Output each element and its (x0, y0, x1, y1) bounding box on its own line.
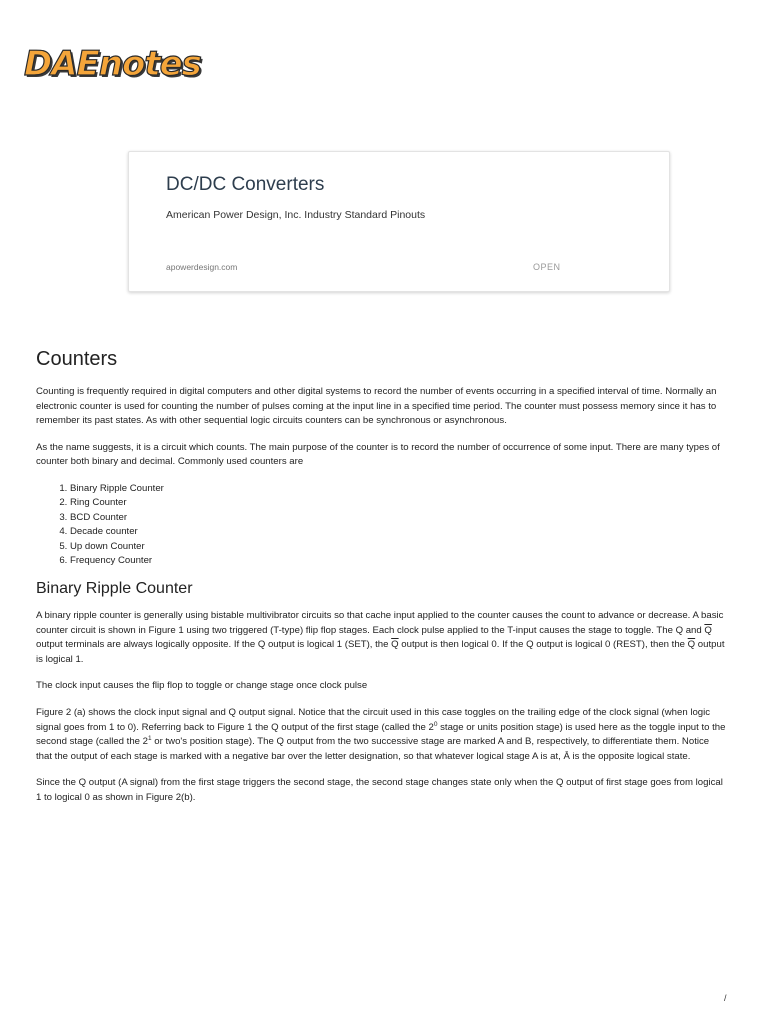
text-segment: A binary ripple counter is generally using bistable multivibrator circuits so that cache input applied to the counter causes the count to advance or decrease. A basic counter circuit is shown in Figure 1 using two triggered (T-type) flip flop stages. Each clock pulse applied to the T-input causes the stage to toggle. The Q and (36, 609, 724, 636)
brc-paragraph-1 (36, 609, 726, 667)
q-bar-symbol: $\overline{Q}$ (687, 639, 696, 651)
text-segment: or two's position stage). The Q output from the two successive stage are marked A and B, respectively, to differentiate them. Notice that the output of each stage is marked with a negative bar over the letter designation, so that whatever logical stage A is at, Ā is the opposite logical state. (36, 736, 710, 762)
ad-subtitle: American Power Design, Inc. Industry Standard Pinouts (166, 209, 426, 221)
article-heading: Counters (36, 348, 118, 370)
list-item: 3. BCD Counter (70, 511, 726, 526)
list-item: 6. Frequency Counter (70, 554, 726, 569)
site-logo[interactable]: DAEnotes (24, 44, 201, 84)
list-item: 4. Decade counter (70, 525, 726, 540)
ad-domain: apowerdesign.com (166, 262, 238, 272)
superscript: 0 (433, 720, 438, 728)
intro-paragraph-1: Counting is frequently required in digital computers and other digital systems to record the number of events occurring in a specified interval of time. Normally an electronic counter is used for counting the number of pulses coming at the input line in a specified time period. The counter must possess memory since it has to remember its past states. As with other sequential logic circuits counters can be synchronous or asynchronous. (36, 386, 717, 427)
text-segment: stage or units position stage) is used here as the toggle input to the second stage (called the 2 (36, 721, 726, 748)
page-mark: / (724, 993, 727, 1003)
text-segment: Figure 2 (a) shows the clock input signal and Q output signal. Notice that the circuit used in this case toggles on the trailing edge of the clock signal (when logic signal goes from 1 to 0). Referring back to Figure 1 the Q output of the first stage (called the 2 (36, 706, 711, 733)
counter-types-list (36, 482, 726, 569)
ad-title[interactable]: DC/DC Converters (166, 174, 325, 195)
superscript: 1 (148, 734, 152, 742)
list-item: 1. Binary Ripple Counter (70, 482, 726, 497)
text-segment: output is logical 1. (36, 639, 725, 665)
list-item: 2. Ring Counter (70, 496, 726, 511)
brc-paragraph-2: The clock input causes the flip flop to toggle or change stage once clock pulse (36, 680, 368, 692)
ad-open-button[interactable]: OPEN (533, 262, 561, 272)
list-item: 5. Up down Counter (70, 540, 726, 555)
ad-card[interactable] (128, 151, 670, 292)
intro-paragraph-2: As the name suggests, it is a circuit which counts. The main purpose of the counter is to record the number of occurrence of some input. There are many types of counter both binary and decimal. Commonly used counters are (36, 441, 720, 468)
q-bar-symbol: $\overline{Q}$ (704, 624, 712, 636)
brc-paragraph-3 (36, 706, 726, 764)
text-segment: output terminals are always logically opposite. If the Q output is logical 1 (SET), the (36, 639, 392, 651)
article-content (36, 346, 726, 818)
section-heading: Binary Ripple Counter (36, 579, 193, 597)
text-segment: output is then logical 0. If the Q output is logical 0 (REST), then the (398, 639, 688, 651)
q-bar-symbol: $\overline{Q}$ (391, 639, 399, 651)
brc-paragraph-4: Since the Q output (A signal) from the first stage triggers the second stage, the second stage changes state only when the Q output of first stage goes from logical 1 to logical 0 as shown in Figure 2(b). (36, 777, 723, 803)
